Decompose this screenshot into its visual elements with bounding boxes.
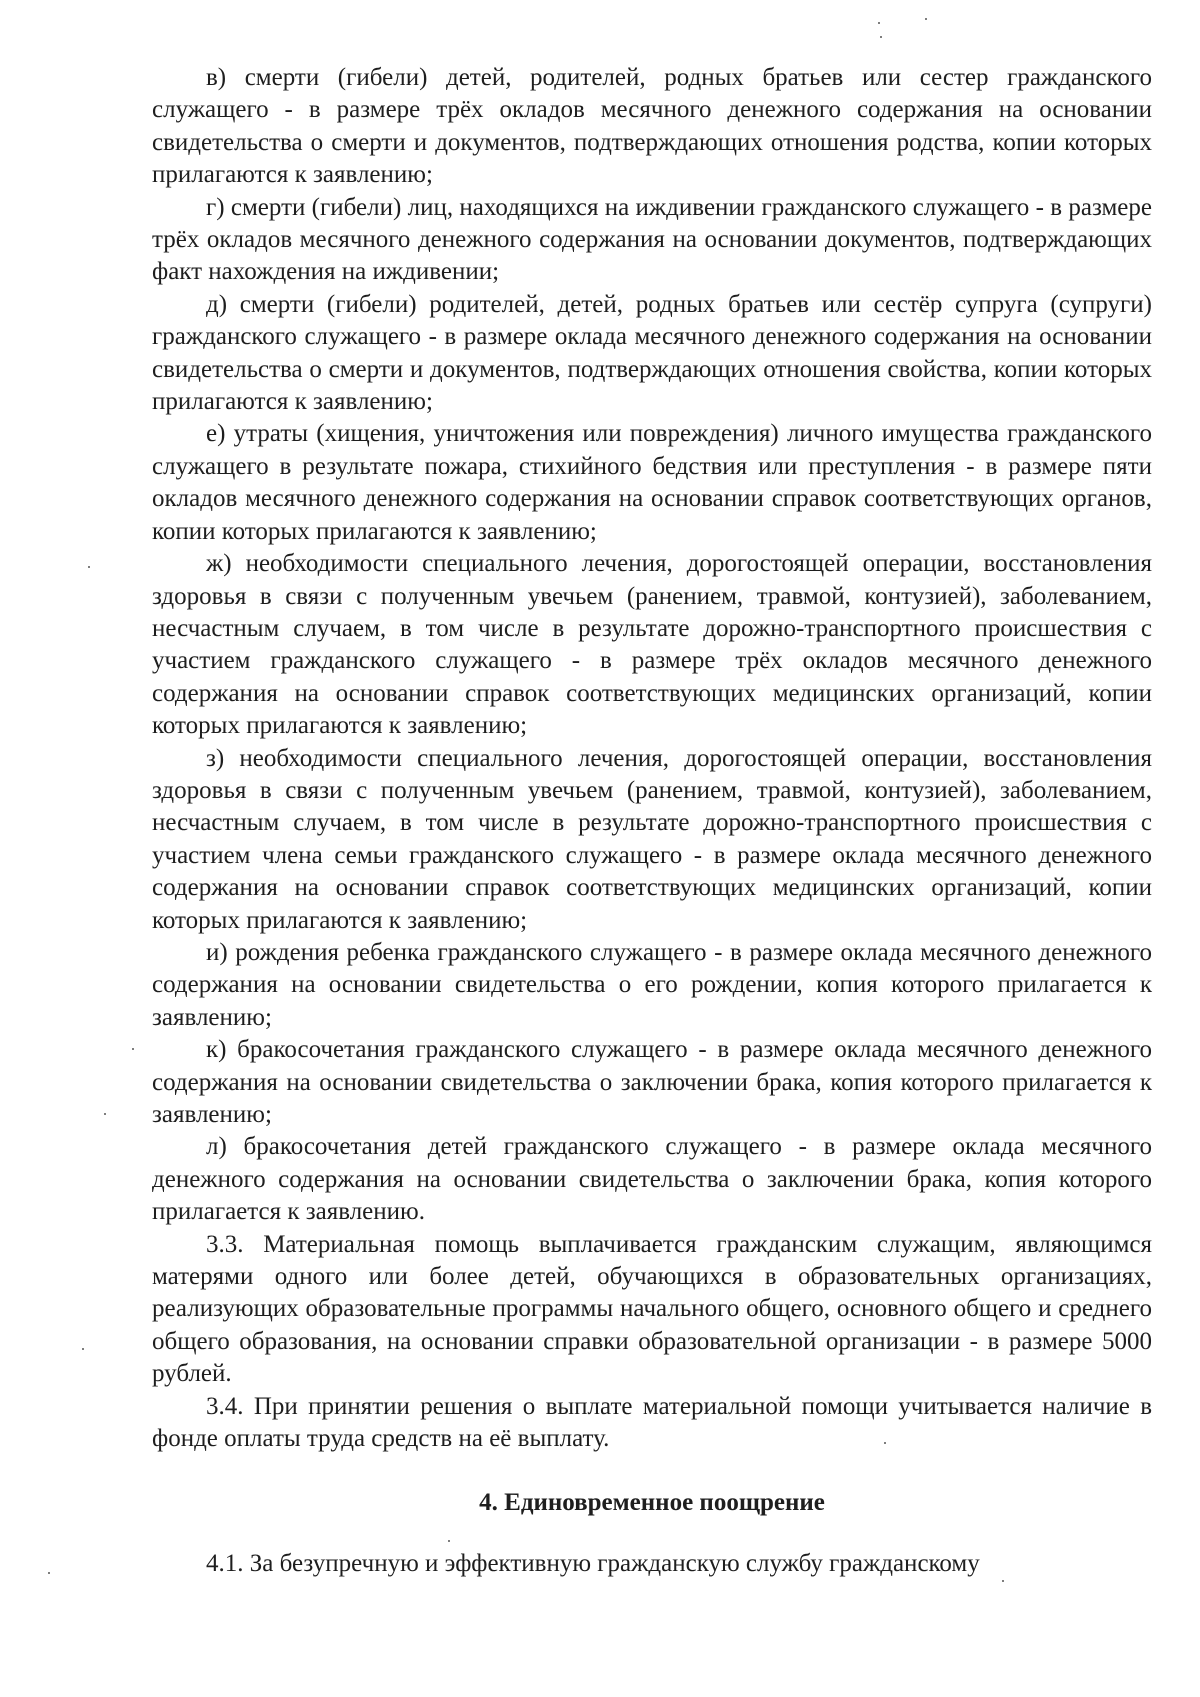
paragraph-d: д) смерти (гибели) родителей, детей, родных братьев или сестёр супруга (супруги) гражданского служащего - в размере оклада месячного денежного содержания на основании свидетельства о смерти и документов, подтверждающих отношения свойства, копии которых прилагаются к заявлению; <box>152 290 1152 416</box>
document-body <box>152 62 1152 1580</box>
scan-speck <box>88 566 90 568</box>
paragraph-3-3: 3.3. Материальная помощь выплачивается гражданским служащим, являющимся матерями одного или более детей, обучающихся в образовательных организациях, реализующих образовательные программы начального общего, основного общего и среднего общего образования, на основании справки образовательной организации - в размере 5000 рублей. <box>152 1230 1152 1388</box>
scan-speck <box>132 1048 134 1050</box>
paragraph-zh: ж) необходимости специального лечения, дорогостоящей операции, восстановления здоровья в связи с полученным увечьем (ранением, травмой, контузией), заболеванием, несчастным случаем, в том числе в результате дорожно-транспортного происшествия с участием гражданского служащего - в размере трёх окладов месячного денежного содержания на основании справок соответствующих медицинских организаций, копии которых прилагаются к заявлению; <box>152 550 1152 740</box>
scan-speck <box>884 1442 886 1444</box>
scan-speck <box>925 18 927 20</box>
paragraph-i: и) рождения ребенка гражданского служащего - в размере оклада месячного денежного содержания на основании свидетельства о его рождении, копия которого прилагается к заявлению; <box>152 938 1152 1031</box>
scan-speck <box>1002 1580 1004 1582</box>
scan-speck <box>880 36 882 38</box>
scan-speck <box>48 1572 50 1574</box>
paragraph-4-1: 4.1. За безупречную и эффективную гражданскую службу гражданскому <box>206 1549 980 1577</box>
paragraph-l: л) бракосочетания детей гражданского служащего - в размере оклада месячного денежного содержания на основании свидетельства о заключении брака, копия которого прилагается к заявлению. <box>152 1133 1152 1226</box>
paragraph-z: з) необходимости специального лечения, дорогостоящей операции, восстановления здоровья в связи с полученным увечьем (ранением, травмой, контузией), заболеванием, несчастным случаем, в том числе в результате дорожно-транспортного происшествия с участием члена семьи гражданского служащего - в размере оклада месячного денежного содержания на основании справок соответствующих медицинских организаций, копии которых прилагаются к заявлению; <box>152 744 1152 934</box>
paragraph-3-4: 3.4. При принятии решения о выплате материальной помощи учитывается наличие в фонде оплаты труда средств на её выплату. <box>152 1392 1152 1453</box>
scan-speck <box>104 1113 106 1115</box>
section-heading: 4. Единовременное поощрение <box>479 1489 825 1517</box>
paragraph-k: к) бракосочетания гражданского служащего - в размере оклада месячного денежного содержания на основании свидетельства о заключении брака, копия которого прилагается к заявлению; <box>152 1036 1152 1128</box>
paragraph-g: г) смерти (гибели) лиц, находящихся на иждивении гражданского служащего - в размере трёх окладов месячного денежного содержания на основании документов, подтверждающих факт нахождения на иждивении; <box>152 193 1152 286</box>
scan-speck <box>448 1540 450 1542</box>
scan-speck <box>82 1348 84 1350</box>
paragraph-v: в) смерти (гибели) детей, родителей, родных братьев или сестер гражданского служащего - в размере трёх окладов месячного денежного содержания на основании свидетельства о смерти и документов, подтверждающих отношения родства, копии которых прилагаются к заявлению; <box>152 64 1152 189</box>
paragraph-e: е) утраты (хищения, уничтожения или повреждения) личного имущества гражданского служащего в результате пожара, стихийного бедствия или преступления - в размере пяти окладов месячного денежного содержания на основании справок соответствующих органов, копии которых прилагаются к заявлению; <box>152 420 1152 545</box>
scan-speck <box>878 22 880 24</box>
